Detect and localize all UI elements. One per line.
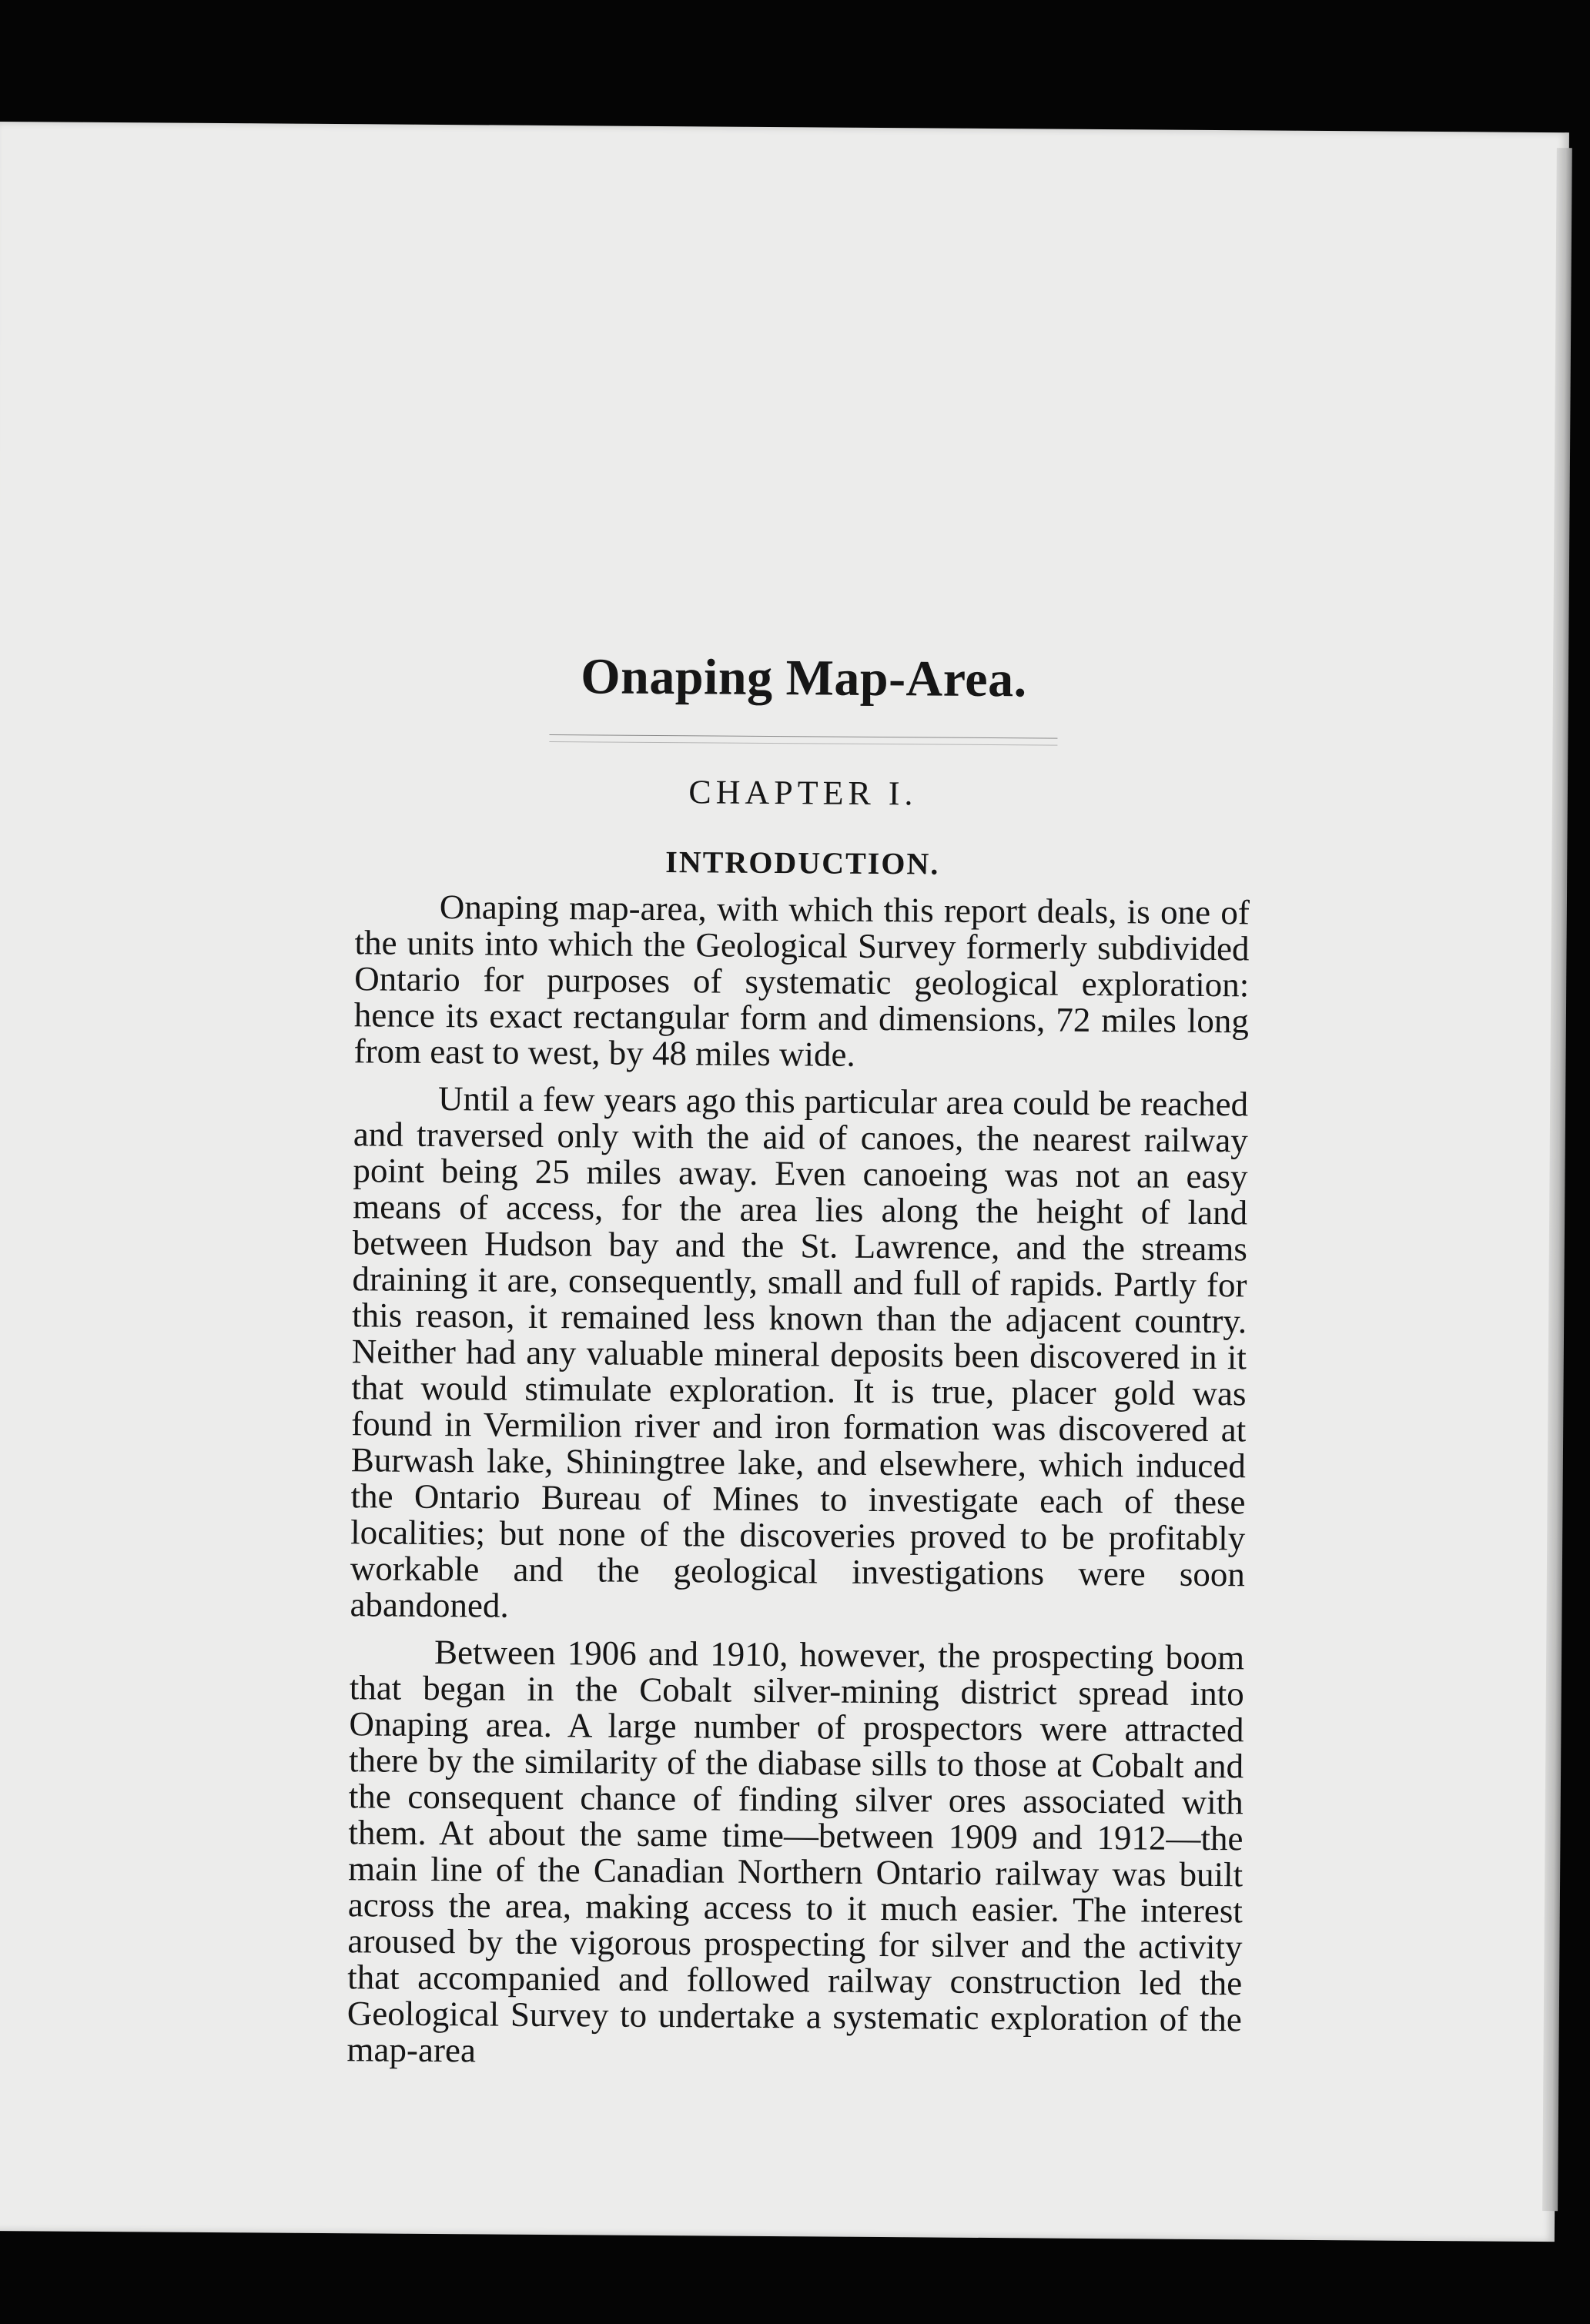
paragraph-3: Between 1906 and 1910, however, the prospecting boom that began in the Cobalt silver-mining district spread into Onaping area. A large number of prospectors were attracted there by the similarity of the diabase sills to those at Cobalt and the consequent chance of finding silver ores associated with them. At about the same time—between 1909 and 1912—the main line of the Canadian Northern Ontario railway was built across the area, making access to it much easier. The interest aroused by the vigorous prospecting for silver and the activity that accompanied and followed railway construction led the Geological Survey to undertake a systematic exploration of the map-area [346,1632,1245,2070]
section-heading: INTRODUCTION. [665,844,940,881]
page-text-block [346,594,1251,2074]
title-divider [549,734,1057,746]
document-title: Onaping Map-Area. [581,648,1027,708]
chapter-heading: CHAPTER I. [688,772,918,812]
paragraph-2: Until a few years ago this particular area could be reached and traversed only with the aid of canoes, the nearest railway point being 25 miles away. Even canoeing was not an easy means of access, for the area lies along the height of land between Hudson bay and the St. Lawrence, and the streams draining it are, consequently, small and full of rapids. Partly for this reason, it remained less known than the adjacent country. Neither had any valuable mineral deposits been discovered in it that would stimulate exploration. It is true, placer gold was found in Vermilion river and iron formation was discovered at Burwash lake, Shiningtree lake, and elsewhere, which induced the Ontario Bureau of Mines to investigate each of these localities; but none of the discoveries proved to be profitably workable and the geological investigations were soon abandoned. [350,1078,1249,1625]
book-page [0,122,1569,2242]
paragraph-1: Onaping map-area, with which this report deals, is one of the units into which the Geological Survey formerly subdivided Ontario for purposes of systematic geological exploration: hence its exact rectangular form and dimensions, 72 miles long from east to west, by 48 miles wide. [353,887,1250,1074]
page-edge-shadow [1542,148,1572,2211]
